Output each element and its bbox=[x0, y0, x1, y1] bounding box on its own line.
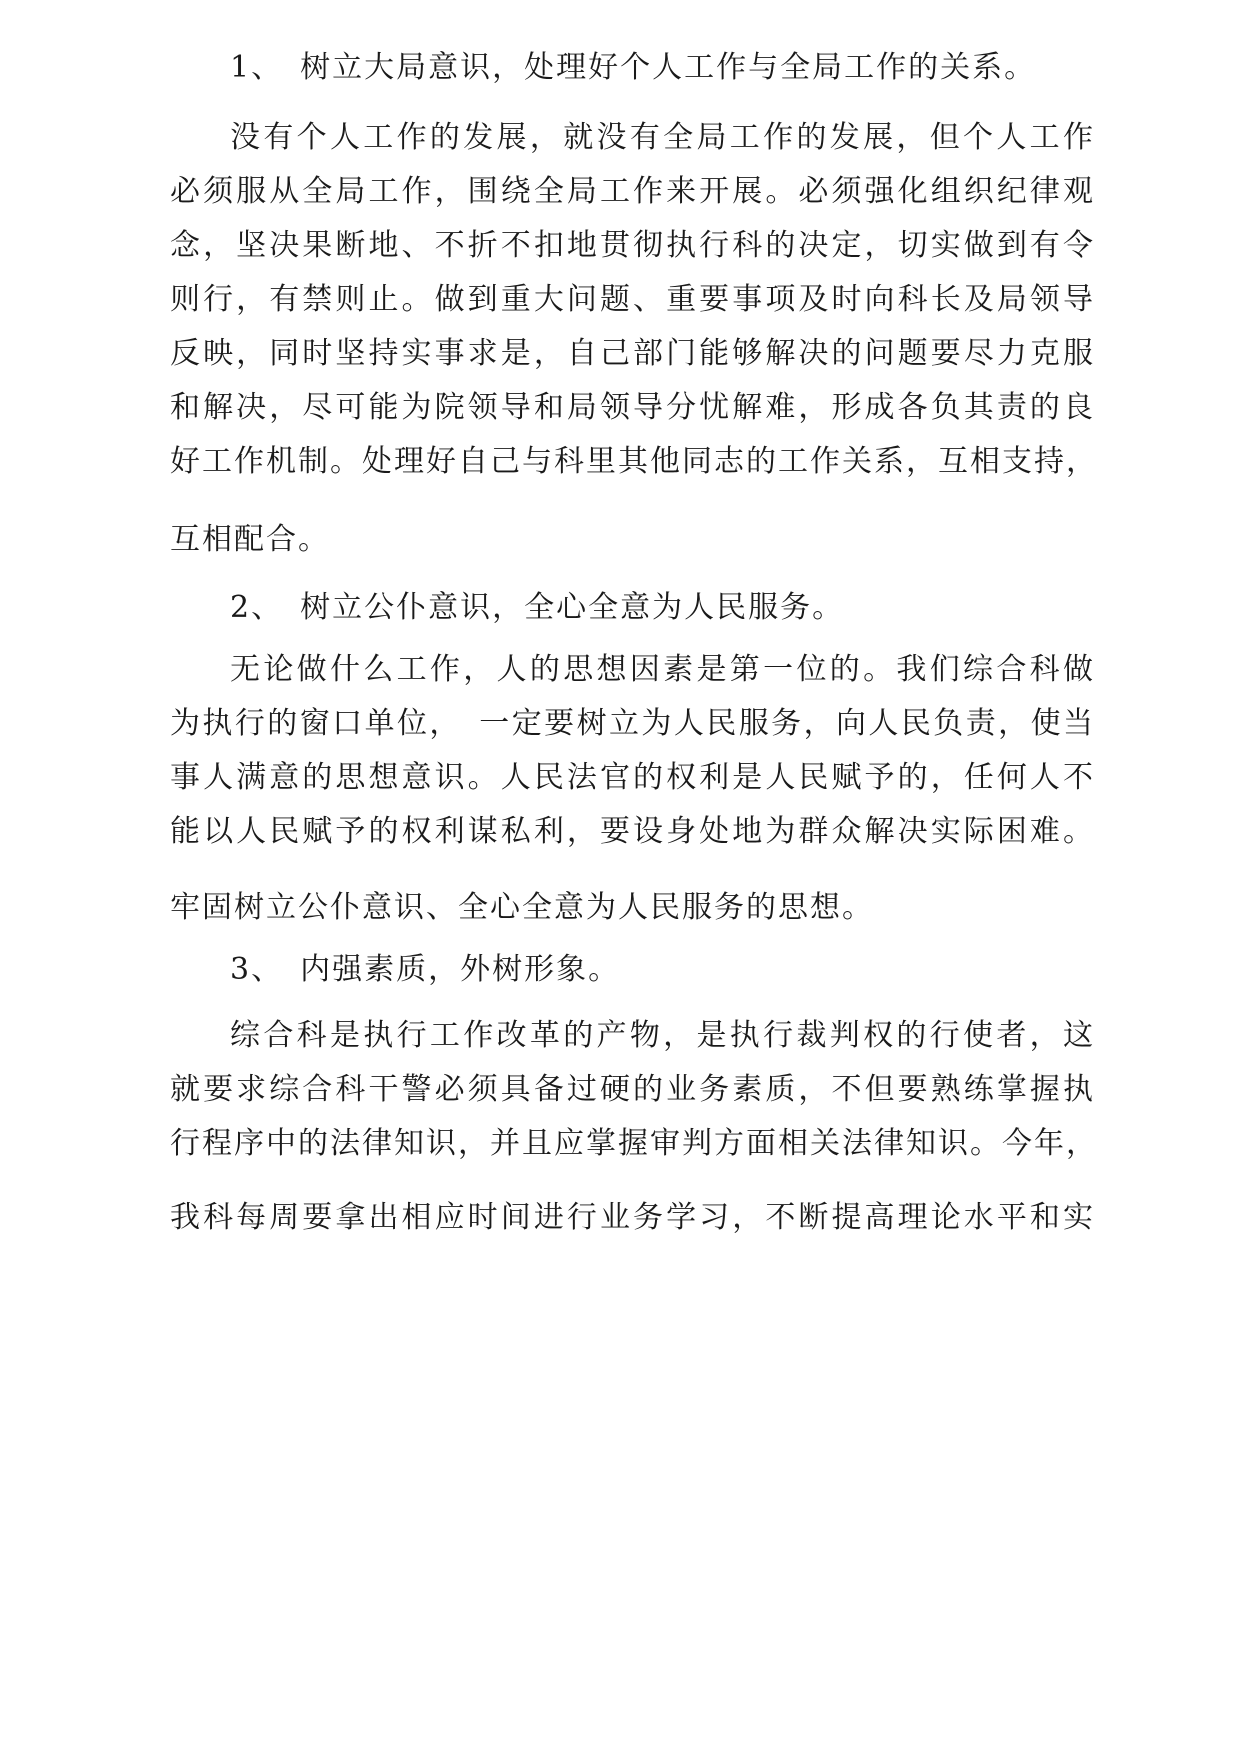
section-1-line-5: 反映，同时坚持实事求是，自己部门能够解决的问题要尽力克服 bbox=[170, 336, 1095, 371]
section-1-heading: 1、 树立大局意识，处理好个人工作与全局工作的关系。 bbox=[230, 50, 1037, 85]
section-2-line-3: 事人满意的思想意识。人民法官的权利是人民赋予的，任何人不 bbox=[170, 760, 1095, 795]
section-3-line-4: 我科每周要拿出相应时间进行业务学习，不断提高理论水平和实 bbox=[170, 1200, 1095, 1235]
section-1-line-6: 和解决，尽可能为院领导和局领导分忧解难，形成各负其责的良 bbox=[170, 390, 1095, 425]
section-1-line-7: 好工作机制。处理好自己与科里其他同志的工作关系，互相支持， bbox=[170, 444, 1098, 479]
section-2-line-1: 无论做什么工作，人的思想因素是第一位的。我们综合科做 bbox=[230, 652, 1095, 687]
section-3-line-1: 综合科是执行工作改革的产物，是执行裁判权的行使者，这 bbox=[230, 1018, 1095, 1053]
section-1-line-8: 互相配合。 bbox=[170, 522, 330, 557]
section-1-line-1: 没有个人工作的发展，就没有全局工作的发展，但个人工作 bbox=[230, 120, 1095, 155]
section-2-line-4: 能以人民赋予的权利谋私利，要设身处地为群众解决实际困难。 bbox=[170, 814, 1095, 849]
section-2-heading: 2、 树立公仆意识，全心全意为人民服务。 bbox=[230, 590, 845, 625]
section-2-line-5: 牢固树立公仆意识、全心全意为人民服务的思想。 bbox=[170, 890, 874, 925]
section-1-line-4: 则行，有禁则止。做到重大问题、重要事项及时向科长及局领导 bbox=[170, 282, 1095, 317]
section-3-line-3: 行程序中的法律知识，并且应掌握审判方面相关法律知识。今年， bbox=[170, 1126, 1098, 1161]
section-3-heading: 3、 内强素质，外树形象。 bbox=[230, 952, 621, 987]
section-1-line-2: 必须服从全局工作，围绕全局工作来开展。必须强化组织纪律观 bbox=[170, 174, 1095, 209]
section-3-line-2: 就要求综合科干警必须具备过硬的业务素质，不但要熟练掌握执 bbox=[170, 1072, 1095, 1107]
section-2-line-2: 为执行的窗口单位， 一定要树立为人民服务，向人民负责，使当 bbox=[170, 706, 1095, 741]
section-1-line-3: 念，坚决果断地、不折不扣地贯彻执行科的决定，切实做到有令 bbox=[170, 228, 1095, 263]
